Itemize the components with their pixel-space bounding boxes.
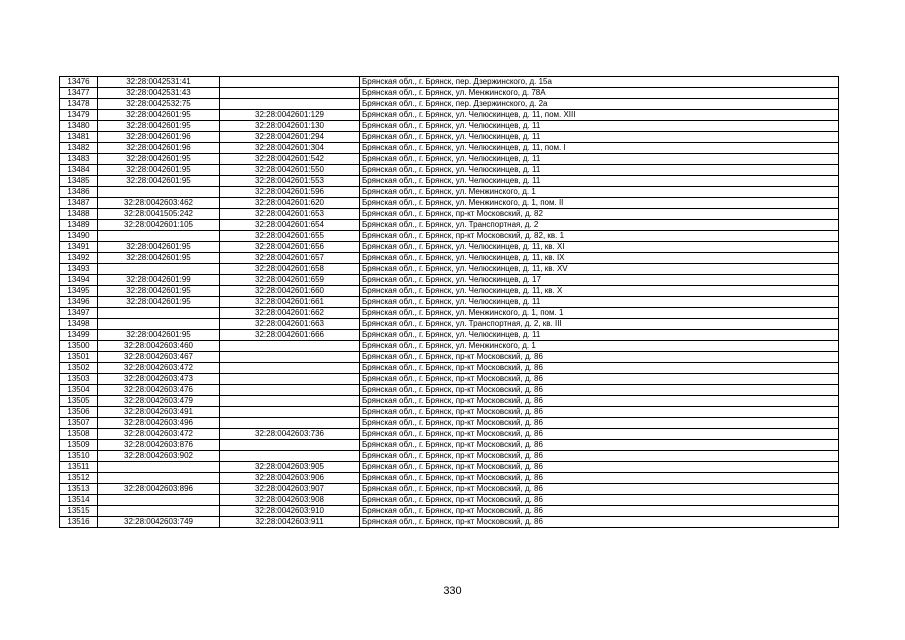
table-row [60,462,839,473]
address-cell: Брянская обл., г. Брянск, пр-кт Московский, д. 82, кв. 1 [360,231,839,242]
table-row [60,517,839,528]
cadastral-number-cell: 32:28:0042531:43 [98,88,220,99]
row-number-cell: 13489 [60,220,98,231]
address-cell: Брянская обл., г. Брянск, пр-кт Московский, д. 86 [360,385,839,396]
row-number-cell: 13507 [60,418,98,429]
cadastral-number-cell: 32:28:0042601:95 [98,297,220,308]
building-cadastral-number-cell: 32:28:0042601:663 [220,319,360,330]
building-cadastral-number-cell [220,407,360,418]
row-number-cell: 13498 [60,319,98,330]
table-row [60,99,839,110]
row-number-cell: 13493 [60,264,98,275]
cadastral-number-cell [98,462,220,473]
building-cadastral-number-cell: 32:28:0042601:550 [220,165,360,176]
cadastral-number-cell [98,264,220,275]
address-cell: Брянская обл., г. Брянск, ул. Челюскинцев, д. 11 [360,132,839,143]
building-cadastral-number-cell: 32:28:0042601:542 [220,154,360,165]
building-cadastral-number-cell [220,385,360,396]
row-number-cell: 13481 [60,132,98,143]
building-cadastral-number-cell: 32:28:0042603:906 [220,473,360,484]
page-number: 330 [443,585,462,597]
building-cadastral-number-cell: 32:28:0042601:653 [220,209,360,220]
address-cell: Брянская обл., г. Брянск, ул. Челюскинцев, д. 17 [360,275,839,286]
cadastral-number-cell: 32:28:0042603:491 [98,407,220,418]
table-row [60,187,839,198]
row-number-cell: 13506 [60,407,98,418]
address-cell: Брянская обл., г. Брянск, пр-кт Московский, д. 86 [360,440,839,451]
cadastral-number-cell: 32:28:0042603:876 [98,440,220,451]
building-cadastral-number-cell [220,341,360,352]
building-cadastral-number-cell: 32:28:0042601:661 [220,297,360,308]
row-number-cell: 13488 [60,209,98,220]
table-row [60,264,839,275]
cadastral-number-cell: 32:28:0042601:95 [98,286,220,297]
row-number-cell: 13502 [60,363,98,374]
address-cell: Брянская обл., г. Брянск, ул. Менжинского, д. 1 [360,187,839,198]
cadastral-number-cell [98,231,220,242]
address-cell: Брянская обл., г. Брянск, ул. Транспортная, д. 2 [360,220,839,231]
building-cadastral-number-cell: 32:28:0042603:908 [220,495,360,506]
address-cell: Брянская обл., г. Брянск, пр-кт Московский, д. 86 [360,506,839,517]
cadastral-number-cell [98,319,220,330]
address-cell: Брянская обл., г. Брянск, ул. Менжинского, д. 78А [360,88,839,99]
address-cell: Брянская обл., г. Брянск, пр-кт Московский, д. 86 [360,473,839,484]
address-cell: Брянская обл., г. Брянск, ул. Челюскинцев, д. 11, пом. XIII [360,110,839,121]
cadastral-number-cell: 32:28:0042531:41 [98,77,220,88]
address-cell: Брянская обл., г. Брянск, пр-кт Московский, д. 86 [360,407,839,418]
building-cadastral-number-cell: 32:28:0042603:910 [220,506,360,517]
table-row [60,154,839,165]
address-cell: Брянская обл., г. Брянск, ул. Челюскинцев, д. 11, кв. IX [360,253,839,264]
building-cadastral-number-cell [220,363,360,374]
table-row [60,396,839,407]
address-cell: Брянская обл., г. Брянск, ул. Челюскинцев, д. 11 [360,330,839,341]
cadastral-number-cell: 32:28:0042603:749 [98,517,220,528]
row-number-cell: 13496 [60,297,98,308]
building-cadastral-number-cell: 32:28:0042601:658 [220,264,360,275]
table-row [60,451,839,462]
address-cell: Брянская обл., г. Брянск, пр-кт Московский, д. 86 [360,418,839,429]
address-cell: Брянская обл., г. Брянск, ул. Транспортная, д. 2, кв. III [360,319,839,330]
table-row [60,319,839,330]
table-row [60,286,839,297]
row-number-cell: 13492 [60,253,98,264]
cadastral-number-cell: 32:28:0042603:902 [98,451,220,462]
row-number-cell: 13491 [60,242,98,253]
row-number-cell: 13476 [60,77,98,88]
cadastral-number-cell: 32:28:0042601:99 [98,275,220,286]
table-row [60,231,839,242]
building-cadastral-number-cell: 32:28:0042601:304 [220,143,360,154]
row-number-cell: 13490 [60,231,98,242]
row-number-cell: 13499 [60,330,98,341]
cadastral-number-cell: 32:28:0042601:95 [98,110,220,121]
cadastral-number-cell: 32:28:0042603:472 [98,363,220,374]
cadastral-number-cell: 32:28:0042603:472 [98,429,220,440]
address-cell: Брянская обл., г. Брянск, ул. Челюскинцев, д. 11, кв. XV [360,264,839,275]
cadastral-number-cell [98,473,220,484]
address-cell: Брянская обл., г. Брянск, пр-кт Московский, д. 86 [360,429,839,440]
table-row [60,341,839,352]
table-row [60,506,839,517]
address-cell: Брянская обл., г. Брянск, пр-кт Московский, д. 86 [360,396,839,407]
cadastral-number-cell [98,308,220,319]
address-cell: Брянская обл., г. Брянск, ул. Менжинского, д. 1, пом. 1 [360,308,839,319]
address-cell: Брянская обл., г. Брянск, пр-кт Московский, д. 82 [360,209,839,220]
building-cadastral-number-cell [220,451,360,462]
cadastral-number-cell: 32:28:0042601:95 [98,154,220,165]
table-row [60,308,839,319]
table-row [60,330,839,341]
table-row [60,429,839,440]
address-cell: Брянская обл., г. Брянск, ул. Челюскинцев, д. 11, кв. XI [360,242,839,253]
cadastral-number-cell: 32:28:0042603:496 [98,418,220,429]
table-row [60,143,839,154]
table-row [60,77,839,88]
address-cell: Брянская обл., г. Брянск, ул. Челюскинцев, д. 11, пом. I [360,143,839,154]
address-cell: Брянская обл., г. Брянск, ул. Челюскинцев, д. 11, кв. X [360,286,839,297]
row-number-cell: 13500 [60,341,98,352]
cadastral-number-cell: 32:28:0042603:467 [98,352,220,363]
cadastral-number-cell: 32:28:0042601:95 [98,176,220,187]
row-number-cell: 13509 [60,440,98,451]
address-cell: Брянская обл., г. Брянск, ул. Менжинского, д. 1, пом. II [360,198,839,209]
row-number-cell: 13503 [60,374,98,385]
row-number-cell: 13478 [60,99,98,110]
address-cell: Брянская обл., г. Брянск, ул. Челюскинцев, д. 11 [360,176,839,187]
row-number-cell: 13501 [60,352,98,363]
table-row [60,165,839,176]
row-number-cell: 13508 [60,429,98,440]
row-number-cell: 13483 [60,154,98,165]
cadastral-number-cell: 32:28:0042601:95 [98,242,220,253]
row-number-cell: 13512 [60,473,98,484]
table-row [60,297,839,308]
building-cadastral-number-cell [220,418,360,429]
address-cell: Брянская обл., г. Брянск, пр-кт Московский, д. 86 [360,484,839,495]
row-number-cell: 13511 [60,462,98,473]
row-number-cell: 13484 [60,165,98,176]
table-row [60,473,839,484]
building-cadastral-number-cell: 32:28:0042601:662 [220,308,360,319]
cadastral-number-cell: 32:28:0042601:95 [98,330,220,341]
row-number-cell: 13495 [60,286,98,297]
cadastral-number-cell: 32:28:0042603:460 [98,341,220,352]
address-cell: Брянская обл., г. Брянск, пр-кт Московский, д. 86 [360,363,839,374]
row-number-cell: 13494 [60,275,98,286]
table-row [60,121,839,132]
table-row [60,242,839,253]
table-row [60,374,839,385]
building-cadastral-number-cell: 32:28:0042603:911 [220,517,360,528]
address-cell: Брянская обл., г. Брянск, пр-кт Московский, д. 86 [360,451,839,462]
address-cell: Брянская обл., г. Брянск, пр-кт Московский, д. 86 [360,517,839,528]
cadastral-number-cell: 32:28:0042603:896 [98,484,220,495]
building-cadastral-number-cell: 32:28:0042601:654 [220,220,360,231]
table-row [60,407,839,418]
building-cadastral-number-cell: 32:28:0042603:907 [220,484,360,495]
building-cadastral-number-cell: 32:28:0042603:736 [220,429,360,440]
building-cadastral-number-cell [220,374,360,385]
row-number-cell: 13480 [60,121,98,132]
address-cell: Брянская обл., г. Брянск, пр-кт Московский, д. 86 [360,374,839,385]
table-row [60,418,839,429]
building-cadastral-number-cell: 32:28:0042601:656 [220,242,360,253]
cadastral-number-cell: 32:28:0042601:96 [98,132,220,143]
cadastral-number-cell [98,506,220,517]
table-row [60,484,839,495]
building-cadastral-number-cell: 32:28:0042601:657 [220,253,360,264]
table-row [60,275,839,286]
address-cell: Брянская обл., г. Брянск, ул. Челюскинцев, д. 11 [360,297,839,308]
table-row [60,352,839,363]
table-row [60,198,839,209]
row-number-cell: 13477 [60,88,98,99]
building-cadastral-number-cell [220,77,360,88]
building-cadastral-number-cell [220,88,360,99]
row-number-cell: 13505 [60,396,98,407]
cadastral-number-cell: 32:28:0042603:473 [98,374,220,385]
row-number-cell: 13513 [60,484,98,495]
row-number-cell: 13497 [60,308,98,319]
building-cadastral-number-cell [220,352,360,363]
building-cadastral-number-cell: 32:28:0042601:620 [220,198,360,209]
cadastral-number-cell: 32:28:0042601:95 [98,121,220,132]
table-row [60,110,839,121]
address-cell: Брянская обл., г. Брянск, пер. Дзержинского, д. 2а [360,99,839,110]
building-cadastral-number-cell: 32:28:0042601:596 [220,187,360,198]
table-row [60,209,839,220]
address-cell: Брянская обл., г. Брянск, ул. Челюскинцев, д. 11 [360,165,839,176]
table-row [60,495,839,506]
row-number-cell: 13515 [60,506,98,517]
table-row [60,132,839,143]
building-cadastral-number-cell: 32:28:0042601:655 [220,231,360,242]
table-row [60,363,839,374]
building-cadastral-number-cell [220,440,360,451]
cadastral-number-cell: 32:28:0042601:105 [98,220,220,231]
building-cadastral-number-cell: 32:28:0042601:294 [220,132,360,143]
cadastral-number-cell: 32:28:0041505:242 [98,209,220,220]
table-row [60,88,839,99]
cadastral-number-cell: 32:28:0042603:479 [98,396,220,407]
address-cell: Брянская обл., г. Брянск, ул. Челюскинцев, д. 11 [360,154,839,165]
building-cadastral-number-cell: 32:28:0042601:129 [220,110,360,121]
cadastral-number-cell: 32:28:0042603:462 [98,198,220,209]
cadastral-number-cell: 32:28:0042532:75 [98,99,220,110]
cadastral-number-cell: 32:28:0042601:95 [98,165,220,176]
table-row [60,440,839,451]
cadastral-number-cell [98,495,220,506]
building-cadastral-number-cell: 32:28:0042603:905 [220,462,360,473]
cadastral-number-cell: 32:28:0042601:95 [98,253,220,264]
row-number-cell: 13486 [60,187,98,198]
row-number-cell: 13510 [60,451,98,462]
registry-table-body [60,77,839,528]
address-cell: Брянская обл., г. Брянск, пер. Дзержинского, д. 15а [360,77,839,88]
row-number-cell: 13516 [60,517,98,528]
row-number-cell: 13514 [60,495,98,506]
row-number-cell: 13487 [60,198,98,209]
building-cadastral-number-cell [220,99,360,110]
row-number-cell: 13485 [60,176,98,187]
table-row [60,176,839,187]
row-number-cell: 13504 [60,385,98,396]
address-cell: Брянская обл., г. Брянск, пр-кт Московский, д. 86 [360,352,839,363]
cadastral-number-cell: 32:28:0042601:96 [98,143,220,154]
table-row [60,253,839,264]
cadastral-number-cell [98,187,220,198]
cadastral-number-cell: 32:28:0042603:476 [98,385,220,396]
building-cadastral-number-cell: 32:28:0042601:660 [220,286,360,297]
building-cadastral-number-cell: 32:28:0042601:666 [220,330,360,341]
registry-table [59,76,839,528]
address-cell: Брянская обл., г. Брянск, ул. Челюскинцев, д. 11 [360,121,839,132]
building-cadastral-number-cell [220,396,360,407]
address-cell: Брянская обл., г. Брянск, пр-кт Московский, д. 86 [360,495,839,506]
building-cadastral-number-cell: 32:28:0042601:553 [220,176,360,187]
table-row [60,220,839,231]
row-number-cell: 13479 [60,110,98,121]
building-cadastral-number-cell: 32:28:0042601:659 [220,275,360,286]
row-number-cell: 13482 [60,143,98,154]
address-cell: Брянская обл., г. Брянск, ул. Менжинского, д. 1 [360,341,839,352]
address-cell: Брянская обл., г. Брянск, пр-кт Московский, д. 86 [360,462,839,473]
building-cadastral-number-cell: 32:28:0042601:130 [220,121,360,132]
table-row [60,385,839,396]
